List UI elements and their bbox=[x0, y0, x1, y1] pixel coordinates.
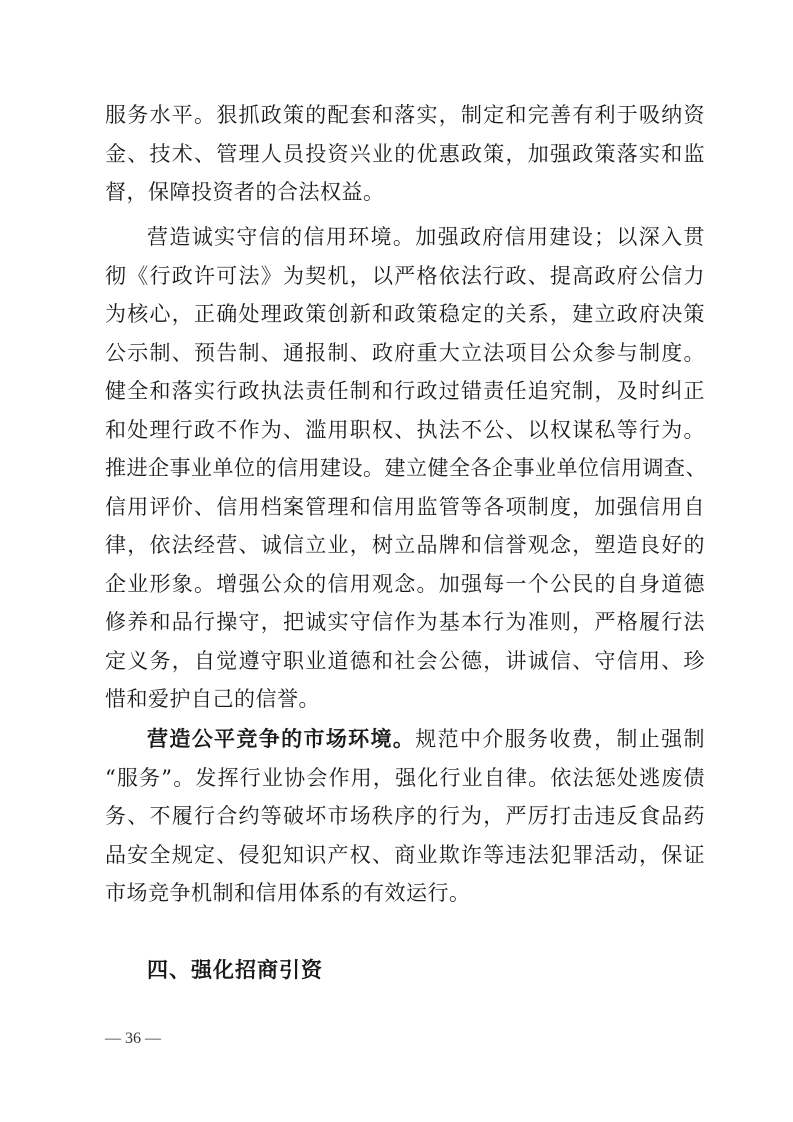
text-line: 定义务，自觉遵守职业道德和社会公德，讲诚信、守信用、珍 bbox=[105, 648, 705, 673]
text-line: 信用评价、信用档案管理和信用监管等各项制度，加强信用自 bbox=[105, 494, 705, 519]
page-number: — 36 — bbox=[105, 1030, 161, 1047]
text-line: 市场竞争机制和信用体系的有效运行。 bbox=[105, 881, 471, 905]
section-heading: 四、强化招商引资 bbox=[147, 958, 323, 982]
text-line: 和处理行政不作为、滥用职权、执法不公、以权谋私等行为。 bbox=[105, 417, 705, 442]
text-line: 企业形象。增强公众的信用观念。加强每一个公民的自身道德 bbox=[105, 571, 705, 596]
text-line bbox=[105, 720, 705, 759]
text-line: 惜和爱护自己的信誉。 bbox=[105, 687, 320, 711]
text-line: 品安全规定、侵犯知识产权、商业欺诈等违法犯罪活动，保证 bbox=[105, 842, 705, 867]
text-line: 营造诚实守信的信用环境。加强政府信用建设；以深入贯 bbox=[147, 225, 705, 249]
text-line: 务、不履行合约等破坏市场秩序的行为，严厉打击违反食品药 bbox=[105, 804, 705, 828]
text-line: 推进企事业单位的信用建设。建立健全各企事业单位信用调查、 bbox=[105, 456, 707, 480]
paragraph-credit-environment bbox=[105, 218, 705, 719]
text-line: 服务水平。狠抓政策的配套和落实，制定和完善有利于吸纳资 bbox=[105, 103, 705, 127]
text-line: 督，保障投资者的合法权益。 bbox=[105, 180, 385, 204]
text-line: 为核心，正确处理政策创新和政策稳定的关系，建立政府决策 bbox=[105, 302, 705, 326]
paragraph-investment-policy bbox=[105, 96, 705, 212]
text-line: 律，依法经营、诚信立业，树立品牌和信誉观念，塑造良好的 bbox=[105, 533, 705, 557]
text-line: 金、技术、管理人员投资兴业的优惠政策，加强政策落实和监 bbox=[105, 141, 705, 166]
bold-lead-phrase: 营造公平竞争的市场环境。 bbox=[147, 726, 416, 751]
text-line: “服务”。发挥行业协会作用，强化行业自律。依法惩处逃废债 bbox=[105, 765, 705, 790]
lead-line-rest: 规范中介服务收费，制止强制 bbox=[415, 727, 705, 751]
text-line: 修养和品行操守，把诚实守信作为基本行为准则，严格履行法 bbox=[105, 610, 705, 634]
text-line: 公示制、预告制、通报制、政府重大立法项目公众参与制度。 bbox=[105, 340, 705, 365]
text-line: 健全和落实行政执法责任制和行政过错责任追究制，及时纠正 bbox=[105, 379, 705, 403]
paragraph-fair-competition bbox=[105, 720, 705, 913]
text-line: 彻《行政许可法》为契机，以严格依法行政、提高政府公信力 bbox=[105, 263, 705, 288]
